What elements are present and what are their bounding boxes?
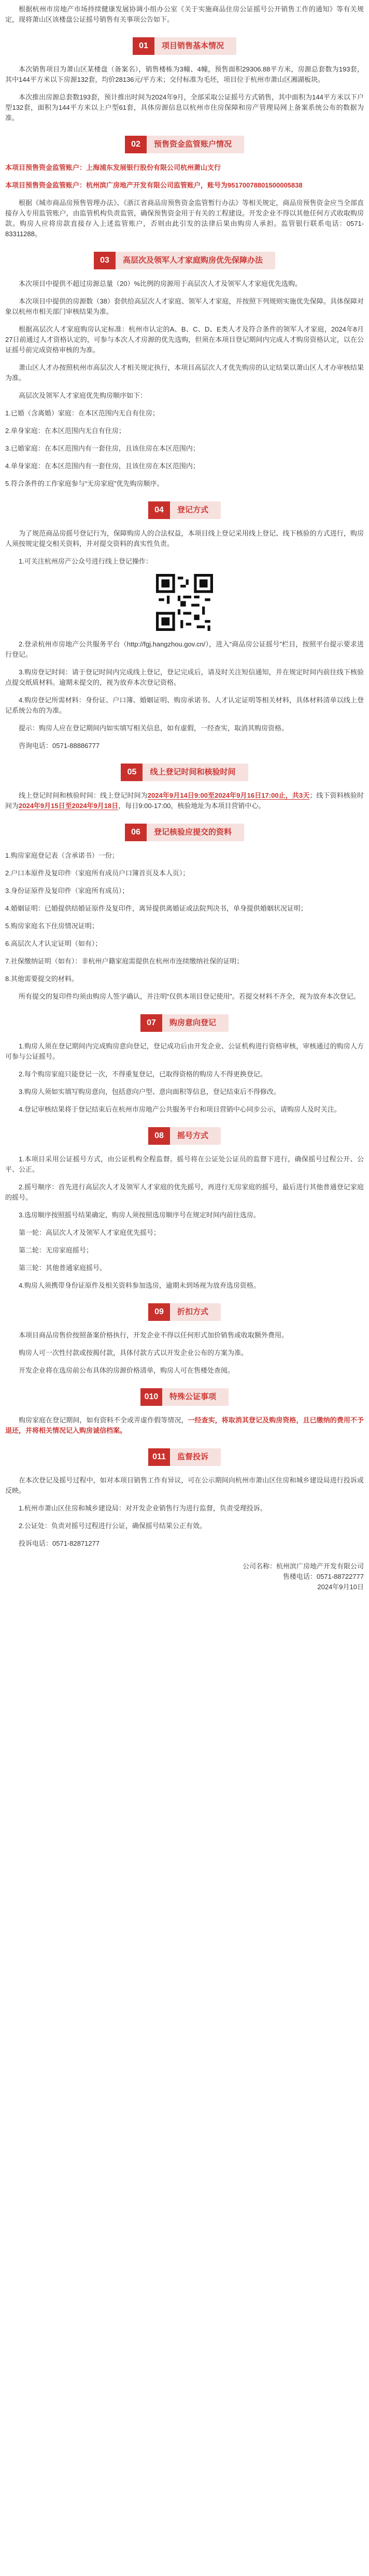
paragraph: 本次销售项目为萧山区某楼盘（备案名），销售楼栋为3幢、4幢，预售面积29306.88平方米，房源总套数为193套，其中144平方米以下房源132套，均价28136元/平方米；交付标准为毛坯，项目位于杭州市萧山区湘湖板块。 (5, 65, 364, 83)
paragraph: 2.每个购房家庭只能登记一次，不得重复登记，已取得资格的购房人不得更换登记。 (19, 1070, 267, 1078)
section-number: 010 (140, 1388, 162, 1406)
paragraph: 4.购房登记所需材料：身份证、户口簿、婚姻证明、购房承诺书、人才认定证明等相关材料，具体材料清单以线上登记系统公布的为准。 (5, 696, 364, 714)
signature-date: 2024年9月10日 (317, 1583, 364, 1591)
paragraph: 1.可关注杭州房产公众号进行线上登记操作： (19, 557, 152, 565)
paragraph: 3.购房人须如实填写购房意向，包括意向户型、意向面积等信息，登记结束后不得修改。 (19, 1088, 280, 1096)
section-title: 监督投诉 (177, 1452, 208, 1461)
list-item: 1.已婚（含离婚）家庭：在本区范围内无自有住房； (5, 409, 159, 417)
paragraph: 本次项目中提供不超过房源总量（20）%比例的房源用于高层次人才及领军人才家庭优先选购。 (19, 280, 302, 287)
section-title: 预售资金监管账户情况 (153, 140, 232, 149)
section-header-01 (5, 37, 364, 55)
list-item: 7.社保缴纳证明（如有）：非杭州户籍家庭需提供在杭州市连续缴纳社保的证明； (5, 957, 244, 965)
paragraph: 本次项目中提供的房源数（38）套供给高层次人才家庭、领军人才家庭，并按照下列规则实施优先保障。具体保障对象以杭州市相关部门审核结果为准。 (5, 297, 364, 315)
section-header-06 (5, 824, 364, 841)
section-header-08 (5, 1127, 364, 1145)
list-item: 8.其他需要提交的材料。 (5, 975, 78, 983)
escrow-bank: 本项目预售资金监管账户：上海浦东发展银行股份有限公司杭州萧山支行 (5, 164, 221, 171)
section-number: 02 (125, 136, 147, 153)
section-header-05 (5, 764, 364, 781)
paragraph: 本次推出房源总套数193套，预计推出时间为2024年9月，全部采取公证摇号方式销售，其中面积为144平方米以下户型132套，面积为144平方米以上户型61套，具体房源信息以杭州市住房保障和房产管理局网上备案系统公布的数据为准。 (5, 93, 364, 122)
section-number: 06 (125, 824, 147, 841)
section-title: 折扣方式 (177, 1307, 208, 1316)
registration-time-paragraph (5, 790, 364, 811)
section-title: 项目销售基本情况 (161, 41, 224, 50)
section-title: 登记方式 (177, 506, 208, 514)
paragraph: 4.购房人须携带身份证原件及相关资料参加选房，逾期未到场视为放弃选房资格。 (19, 1282, 260, 1289)
text: 购房家庭在登记期间，如有资料不全或弄虚作假等情况， (19, 1416, 188, 1424)
paragraph: 开发企业将在选房前公布具体的房源价格清单，购房人可在售楼处查阅。 (19, 1366, 235, 1374)
paragraph: 1.本项目采用公证摇号方式，由公证机构全程监督。摇号将在公证处公证员的监督下进行，确保摇号过程公开、公平、公正。 (5, 1155, 364, 1173)
signature-phone: 售楼电话：0571-88722777 (282, 1573, 364, 1580)
paragraph: 1.杭州市萧山区住房和城乡建设局：对开发企业销售行为进行监督，负责受理投诉。 (19, 1504, 267, 1512)
section-header-010 (5, 1388, 364, 1406)
list-item: 1.购房家庭登记表（含承诺书）一份； (5, 852, 119, 859)
list-item: 4.单身家庭：在本区范围内有一套住房，且该住房在本区范围内； (5, 462, 200, 470)
list-item: 2.户口本原件及复印件（家庭所有成员户口簿首页及本人页）； (5, 869, 190, 877)
section-title: 线上登记时间和核验时间 (150, 768, 236, 776)
section-number: 03 (94, 252, 116, 269)
paragraph: 4.登记审核结果将于登记结束后在杭州市房地产公共服务平台和项目营销中心同步公示，请购房人及时关注。 (19, 1105, 341, 1113)
warning-text: 一经查实，将取消其登记及购房资格，且已缴纳的费用不予退还，并将相关情况记入购房诚信档案。 (5, 1416, 364, 1434)
paragraph: 为了规范商品房摇号登记行为，保障购房人的合法权益，本项目线上登记采用线上登记、线下核验的方式进行，购房人须按规定提交相关资料，并对提交资料的真实性负责。 (5, 529, 364, 548)
paragraph: 高层次及领军人才家庭优先购房顺序如下： (19, 392, 147, 399)
signature-company: 公司名称：杭州滨广房地产开发有限公司 (242, 1562, 364, 1570)
list-item: 5.购房家庭名下住房情况证明； (5, 922, 98, 930)
section-number: 04 (148, 501, 170, 519)
paragraph: 萧山区人才办按照杭州市高层次人才相关规定执行，本项目高层次人才优先购房的认定结果以萧山区人才办审核结果为准。 (5, 364, 364, 382)
paragraph: 在本次登记及摇号过程中，如对本项目销售工作有异议，可在公示期间向杭州市萧山区住房和城乡建设局进行投诉或反映。 (5, 1476, 364, 1494)
section-title: 高层次及领军人才家庭购房优先保障办法 (122, 256, 263, 265)
qr-code-icon[interactable] (156, 574, 213, 631)
section-header-03 (5, 252, 364, 269)
section-title: 购房意向登记 (169, 1018, 216, 1027)
paragraph: 1.购房人须在登记期间内完成购房意向登记，登记成功后由开发企业、公证机构进行资格审核，审核通过的购房人方可参与公证摇号。 (5, 1042, 364, 1060)
section-header-04 (5, 501, 364, 519)
section-header-07 (5, 1014, 364, 1032)
list-item: 5.符合条件的工作家庭参与“无房家庭”优先购房顺序。 (5, 480, 164, 487)
paragraph: 根据高层次人才家庭购房认定标准：杭州市认定的A、B、C、D、E类人才及符合条件的领军人才家庭，2024年8月27日前通过人才资格认定的，可参与本次人才房源的优先选购，但须在本项目登记期间内完成人才购房资格认定，以在公证摇号前完成资格审核的为准。 (5, 325, 364, 354)
list-item: 3.已婚家庭：在本区范围内有一套住房，且该住房在本区范围内； (5, 444, 200, 452)
section-header-011 (5, 1448, 364, 1466)
intro-paragraph: 根据杭州市房地产市场持续健康发展协调小组办公室《关于实施商品住房公证摇号公开销售工作的通知》等有关规定，现将萧山区该楼盘公证摇号销售有关事项公告如下。 (5, 5, 364, 23)
contact-phone: 咨询电话：0571-88886777 (19, 742, 100, 750)
list-item: 3.身份证原件及复印件（家庭所有成员）； (5, 887, 129, 895)
paragraph: 3.购房登记时间：请于登记时间内完成线上登记，登记完成后，请及时关注短信通知，并在规定时间内前往线下核验点提交纸质材料。逾期未提交的，视为放弃本次登记资格。 (5, 668, 364, 686)
text: 线上登记时间和核验时间：线上登记时间为 (19, 791, 148, 799)
registration-period: 2024年9月14日9:00至2024年9月16日17:00止，共3天 (147, 791, 310, 799)
paragraph: 2.摇号顺序：首先进行高层次人才及领军人才家庭的优先摇号，再进行无房家庭的摇号，最后进行其他普通登记家庭的摇号。 (5, 1183, 364, 1201)
paragraph: 根据《城市商品房预售管理办法》、《浙江省商品房预售资金监管暂行办法》等相关规定，商品房预售资金应当全部直接存入专用监管账户，由监管机构负责监管，确保预售资金用于有关的工程建设。开发企业不得以其他任何方式收取购房款。购房人应将房款直接存入上述监管账户，否则由此引发的法律后果由购房人承担。监管银行联系电话：0571-83311288。 (5, 199, 364, 238)
section-header-02 (5, 136, 364, 153)
section-number: 08 (148, 1127, 170, 1145)
paragraph: 购房人可一次性付款或按揭付款，具体付款方式以开发企业公布的方案为准。 (19, 1349, 248, 1357)
section-title: 摇号方式 (177, 1131, 208, 1140)
list-item: 2.单身家庭：在本区范围内无自有住房； (5, 427, 125, 435)
complaint-phone: 投诉电话：0571-82871277 (19, 1539, 100, 1547)
paragraph: 本项目商品房售价按照备案价格执行，开发企业不得以任何形式加价销售或收取额外费用。 (19, 1331, 289, 1339)
section-number: 05 (121, 764, 143, 781)
text: ；线下资料核验时间为 (5, 791, 364, 810)
section-title: 特殊公证事项 (169, 1392, 216, 1401)
paragraph (5, 1415, 364, 1436)
paragraph: 所有提交的复印件均须由购房人签字确认，并注明“仅供本项目登记使用”。若提交材料不齐全，视为放弃本次登记。 (19, 992, 360, 1000)
verification-period: 2024年9月15日至2024年9月18日 (19, 802, 119, 810)
section-number: 09 (148, 1303, 170, 1321)
paragraph: 提示：购房人应在登记期间内如实填写相关信息，如有虚假，一经查实，取消其购房资格。 (19, 724, 289, 732)
section-header-09 (5, 1303, 364, 1321)
paragraph: 3.选房顺序按照摇号结果确定，购房人须按照选房顺序号在规定时间内前往选房。 (19, 1211, 260, 1219)
paragraph: 第二轮：无房家庭摇号； (19, 1246, 93, 1254)
paragraph: 2.公证处：负责对摇号过程进行公证，确保摇号结果公正有效。 (19, 1522, 206, 1530)
list-item: 6.高层次人才认定证明（如有）； (5, 940, 102, 947)
section-number: 01 (133, 37, 154, 55)
list-item: 4.婚姻证明：已婚提供结婚证原件及复印件，离异提供离婚证或法院判决书，单身提供婚姻状况证明； (5, 904, 307, 912)
paragraph: 第一轮：高层次人才及领军人才家庭优先摇号； (19, 1229, 161, 1236)
section-number: 07 (140, 1014, 162, 1032)
escrow-account: 本项目预售资金监管账户：杭州滨广房地产开发有限公司监管账户，账号为95170078801500005838 (5, 181, 303, 189)
section-number: 011 (148, 1448, 170, 1466)
section-title: 登记核验应提交的资料 (153, 828, 232, 837)
paragraph: 第三轮：其他普通家庭摇号。 (19, 1264, 107, 1272)
paragraph: 2.登录杭州市房地产公共服务平台（http://fgj.hangzhou.gov.cn/），进入“商品房公证摇号”栏目，按照平台提示要求进行登记。 (5, 640, 364, 658)
text: ，每日9:00-17:00，核验地址为本项目营销中心。 (118, 802, 265, 810)
